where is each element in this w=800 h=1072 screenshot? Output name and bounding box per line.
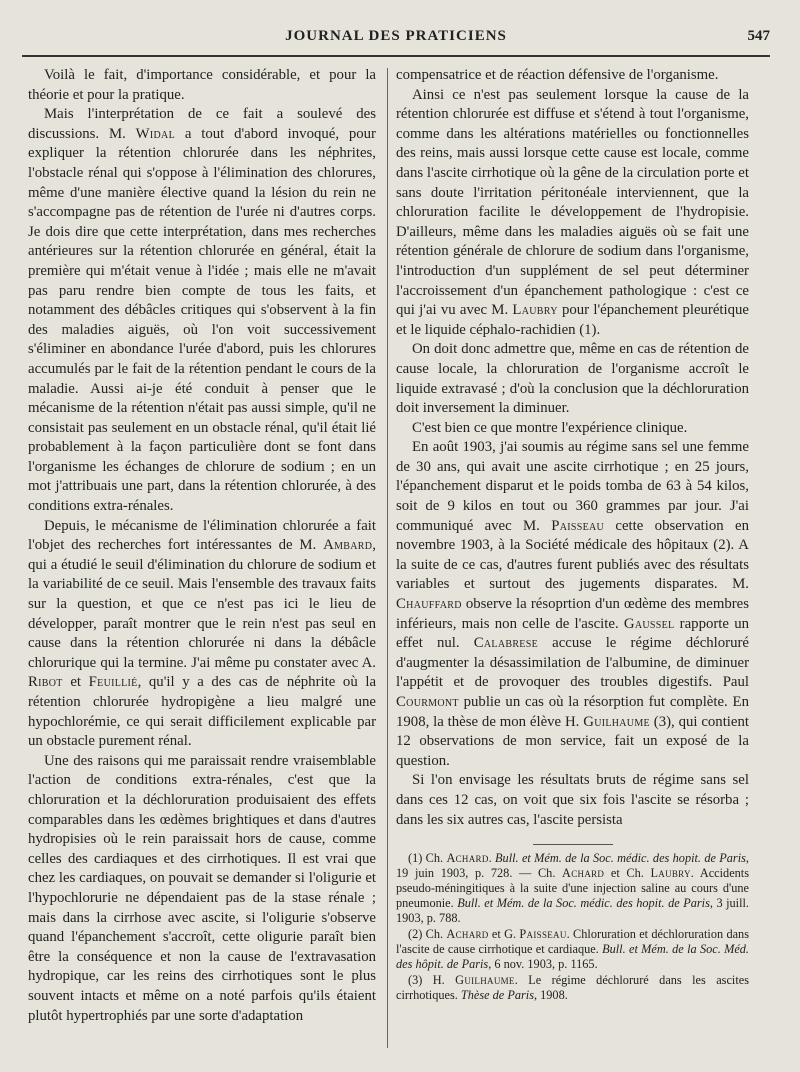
paragraph: En août 1903, j'ai soumis au régime sans sel une femme de 30 ans, qui avait une ascite cirrhotique ; en 25 jours, l'épanchement disparut et le poids tomba de 63 à 54 kilos, soit de 9 kilos en tout ou 360 grammes par jour. J'ai communiqué avec M. Paisseau cette observation en novembre 1903, à la Société médicale des hôpitaux (2). A la suite de ce cas, d'autres furent publiés avec des résultats variables et surtout des jugements disparates. M. Chauffard observe la résoprtion d'un œdème des membres inférieurs, mais non celle de l'ascite. Gaussel rapporte un effet nul. Calabrese accuse le régime déchloruré d'augmenter la désassimilation de l'albumine, de diminuer l'appétit et de provoquer des troubles digestifs. Paul Courmont publie un cas où la résorption fut complète. En 1908, la thèse de mon élève H. Guilhaume (3), qui contient 12 observations de mon service, fait un exposé de la question.	[396, 439, 750, 769]
paragraph: Depuis, le mécanisme de l'élimination chlorurée a fait l'objet des recherches fort intéressantes de M. Ambard, qui a étudié le seuil d'élimination du chlorure de sodium et la variabilité de ce seuil. Mais l'ensemble des travaux faits sur la question, et que ce n'est pas ici le lieu de développer, paraît montrer que le rein n'est pas seul en cause dans la rétention chlorurée ni dans la débâcle chlorurique qui la termine. J'ai même pu constater avec A. Ribot et Feuillié, qu'il y a des cas de néphrite où la rétention chlorurée hydropigène a lieu malgré une hypochlorémie, ce qui serait difficilement explicable par un obstacle purement rénal.	[28, 517, 377, 750]
paragraph: compensatrice et de réaction défensive de l'organisme.	[396, 67, 719, 83]
author-name: Laubry	[512, 302, 558, 319]
author-name: Courmont	[396, 694, 459, 710]
running-header	[22, 28, 770, 52]
author-name: Widal	[135, 125, 175, 142]
author-name: Ribot	[28, 674, 63, 691]
author-name: Calabrese	[473, 635, 538, 652]
header-rule	[22, 55, 770, 57]
author-name: Chauffard	[396, 596, 462, 613]
paragraph: Une des raisons qui me paraissait rendre vraisemblable l'action de conditions extra-rénales, c'est que la chloruration et la déchloruration produisaient des effets comparables dans les œdèmes brightiques et dans d'autres hydropisies où le rein paraissait hors de cause, comme celles des cardiaques et des cirrhotiques. Il est vrai que chez les cardiaques, on pouvait se demander si l'oligurie et l'hypochlorurie ne dépendaient pas de la stase rénale ; mais dans la cirrhose avec ascite, si l'oligurie s'observe quand l'épanchement s'accroît, cette oligurie paraît bien être la conséquence et non la cause de l'extravasation hydropique, car les reins des cirrhotiques sont le plus souvent intacts et même on a noté parfois qu'ils étaient plutôt hypertrophiés par une sorte d'adaptation	[28, 752, 376, 1024]
footnote-separator	[533, 844, 613, 845]
paragraph: Mais l'interprétation de ce fait a soulevé des discussions. M. Widal a tout d'abord invoqué, pour expliquer la rétention chlorurée dans les néphrites, l'obstacle rénal qui s'oppose à l'élimination des chlorures, même d'une manière élective quand la lésion du rein ne s'accompagne pas de rétention de l'urée ni d'autres corps. Je dois dire que cette interprétation, dans mes recherches antérieures sur la rétention chlorurée en général, était la première qui m'était venue à l'idée ; mais elle ne m'avait pas paru rendre bien compte de tous les faits, et notamment des débâcles critiques qui s'observent à la fin des maladies aiguës, où l'on voit successivement s'éliminer en abondance l'urée d'abord, puis les chlorures accumulés par le fait de la rétention pendant le cours de la maladie. Aussi ai-je été conduit à penser que le mécanisme de la rétention n'était pas aussi simple, qu'il ne consistait pas seulement en un obstacle rénal, qu'il était lié probablement à la façon particulière dont se font dans l'organisme les échanges de chlorure de sodium ; en un mot j'attribuais une part, dans la rétention chlorurée, à des conditions extra-rénales.	[28, 106, 376, 515]
paragraph: Si l'on envisage les résultats bruts de régime sans sel dans ces 12 cas, on voit que six fois l'ascite se résorba ; dans les six autres cas, l'ascite persista	[396, 772, 749, 828]
left-column	[28, 66, 376, 1026]
paragraph: Ainsi ce n'est pas seulement lorsque la cause de la rétention chlorurée est diffuse et s'étend à tout l'organisme, comme dans les altérations matérielles ou fonctionnelles des reins, mais aussi lorsque cette cause est locale, comme dans l'ascite cirrhotique où la gêne de la circulation porte et sans doute l'irritation péritonéale interviennent, que la chloruration facilite le développement de l'hydropisie. D'ailleurs, même dans les maladies aiguës où se fait une rétention générale de chlorure de sodium dans l'organisme, l'introduction d'un supplément de sel peut déterminer l'accroissement d'un épanchement pathologique : c'est ce qui j'ai vu avec M. Laubry pour l'épanchement pleurétique et le liquide céphalo-rachidien (1).	[396, 86, 750, 338]
right-column	[396, 66, 749, 1004]
journal-title: JOURNAL DES PRATICIENS	[285, 28, 507, 44]
footnote: (1) Ch. Achard. Bull. et Mém. de la Soc. médic. des hopit. de Paris, 19 juin 1903, p. 728. — Ch. Achard et Ch. Laubry. Accidents pseudo-méningitiques à la suite d'une injection saline au cours d'une pneumonie. Bull. et Mém. de la Soc. médic. des hopit. de Paris, 3 juill. 1903, p. 788.	[396, 851, 750, 926]
paragraph: C'est bien ce que montre l'expérience clinique.	[412, 419, 688, 436]
author-name: Guilhaume	[583, 713, 650, 730]
author-name: Ambard	[323, 537, 373, 554]
page-number: 547	[747, 28, 770, 44]
column-divider	[387, 68, 388, 1048]
author-name: Feuillié	[88, 674, 138, 691]
author-name: Paisseau	[551, 517, 605, 534]
paragraph: On doit donc admettre que, même en cas de rétention de cause locale, la chloruration de l'organisme accroît le liquide extravasé ; d'où la conclusion que la déchloruration doit inversement la diminuer.	[396, 341, 749, 417]
paragraph: Voilà le fait, d'importance considérable, et pour la théorie et pour la pratique.	[28, 67, 376, 103]
footnotes	[396, 851, 749, 1003]
author-name: Gaussel	[623, 615, 675, 632]
footnote: (2) Ch. Achard et G. Paisseau. Chloruration et déchloruration dans l'ascite de cause cirrhotique et cardiaque. Bull. et Mém. de la Soc. Méd. des hôpit. de Paris, 6 nov. 1903, p. 1165.	[396, 927, 750, 972]
footnote: (3) H. Guilhaume. Le régime déchloruré dans les ascites cirrhotiques. Thèse de Paris, 1908.	[396, 973, 749, 1003]
